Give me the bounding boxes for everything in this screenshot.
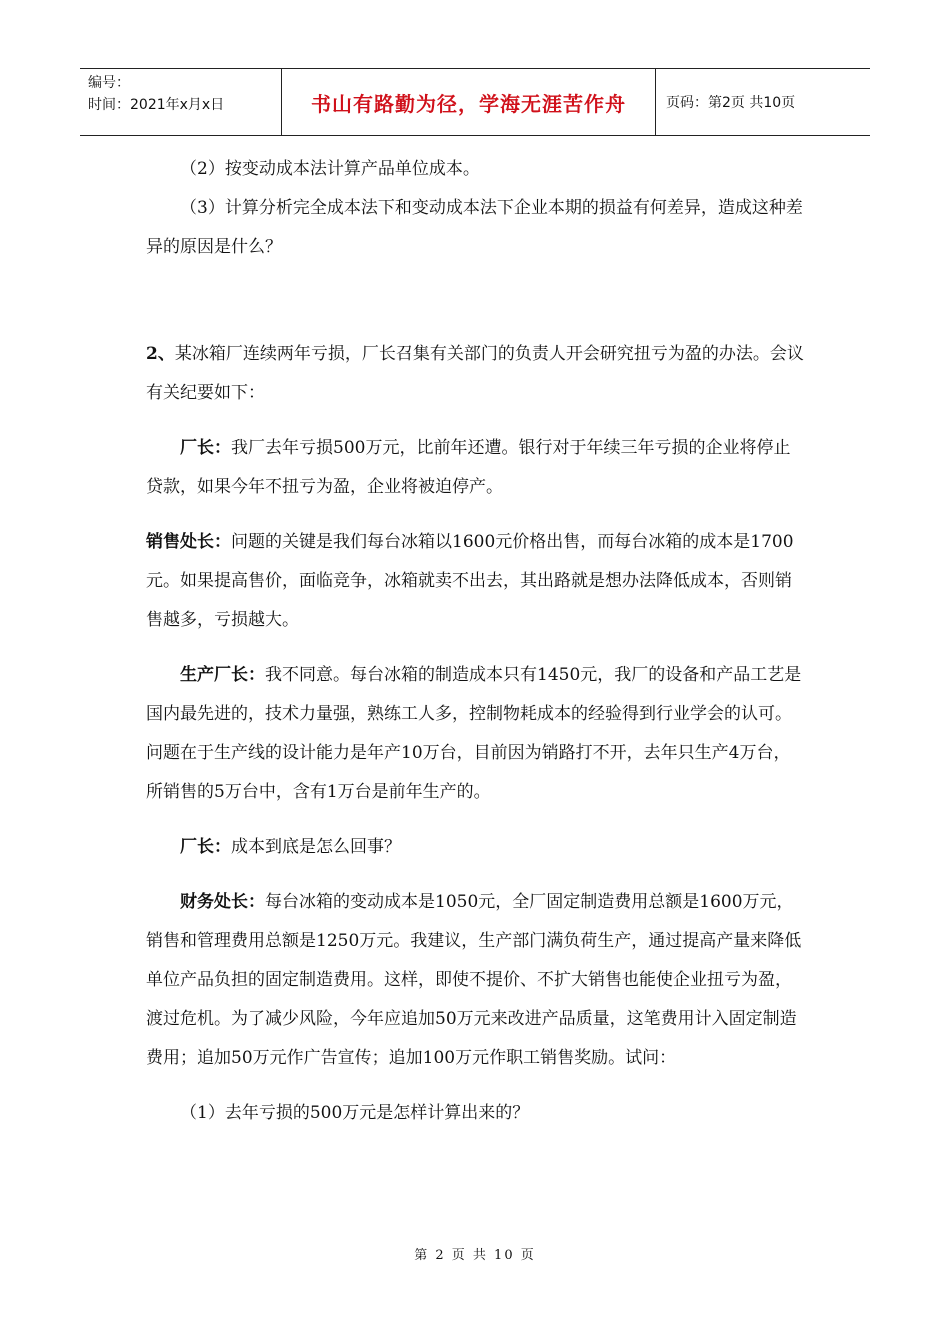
header-meta — [80, 69, 282, 135]
header-page-info — [656, 69, 870, 135]
case-number: 2、 — [146, 344, 175, 364]
paragraph-q3: （3）计算分析完全成本法下和变动成本法下企业本期的损益有何差异，造成这种差异的原因是什么？ — [146, 198, 803, 257]
paragraph-sales-director — [146, 523, 806, 640]
sales-director-text: 问题的关键是我们每台冰箱以1600元价格出售，而每台冰箱的成本是1700元。如果提高售价，面临竞争，冰箱就卖不出去，其出路就是想办法降低成本，否则销售越多，亏损越大。 — [146, 532, 794, 630]
speaker-factory-director-2: 厂长： — [180, 837, 231, 857]
paragraph-production-director — [146, 656, 806, 812]
paragraph-finance-director — [146, 883, 806, 1078]
case-intro-text: 某冰箱厂连续两年亏损，厂长召集有关部门的负责人开会研究扭亏为盈的办法。会议有关纪要如下： — [146, 344, 804, 403]
page-footer: 第 2 页 共 10 页 — [414, 1248, 536, 1263]
paragraph-case-intro — [146, 335, 806, 413]
factory-director-question-text: 成本到底是怎么回事？ — [231, 837, 401, 857]
header-table — [80, 68, 870, 136]
number-label: 编号： — [88, 75, 130, 91]
paragraph-factory-director — [146, 429, 806, 507]
speaker-sales-director: 销售处长： — [146, 532, 231, 552]
header-motto-cell — [282, 69, 656, 135]
speaker-finance-director: 财务处长： — [180, 892, 265, 912]
speaker-factory-director: 厂长： — [180, 438, 231, 458]
date-label: 时间：2021年x月x日 — [88, 97, 225, 113]
speaker-production-director: 生产厂长： — [180, 665, 265, 685]
paragraph-factory-director-question — [146, 828, 806, 867]
factory-director-text: 我厂去年亏损500万元，比前年还遭。银行对于年续三年亏损的企业将停止贷款，如果今年不扭亏为盈，企业将被迫停产。 — [146, 438, 791, 497]
paragraph-q2: （2）按变动成本法计算产品单位成本。 — [180, 159, 480, 179]
paragraph-question-1: （1）去年亏损的500万元是怎样计算出来的？ — [180, 1103, 530, 1123]
document-body — [146, 150, 806, 1133]
production-director-text: 我不同意。每台冰箱的制造成本只有1450元，我厂的设备和产品工艺是国内最先进的，技术力量强，熟练工人多，控制物耗成本的经验得到行业学会的认可。问题在于生产线的设计能力是年产10万台，目前因为销路打不开，去年只生产4万台，所销售的5万台中，含有1万台是前年生产的。 — [146, 665, 802, 802]
finance-director-text: 每台冰箱的变动成本是1050元，全厂固定制造费用总额是1600万元，销售和管理费用总额是1250万元。我建议，生产部门满负荷生产，通过提高产量来降低单位产品负担的固定制造费用。这样，即使不提价、不扩大销售也能使企业扭亏为盈，渡过危机。为了减少风险，今年应追加50万元来改进产品质量，这笔费用计入固定制造费用；追加50万元作广告宣传；追加100万元作职工销售奖励。试问： — [146, 892, 802, 1068]
page-info: 页码：第2页 共10页 — [666, 95, 796, 111]
motto: 书山有路勤为径，学海无涯苦作舟 — [311, 91, 626, 116]
